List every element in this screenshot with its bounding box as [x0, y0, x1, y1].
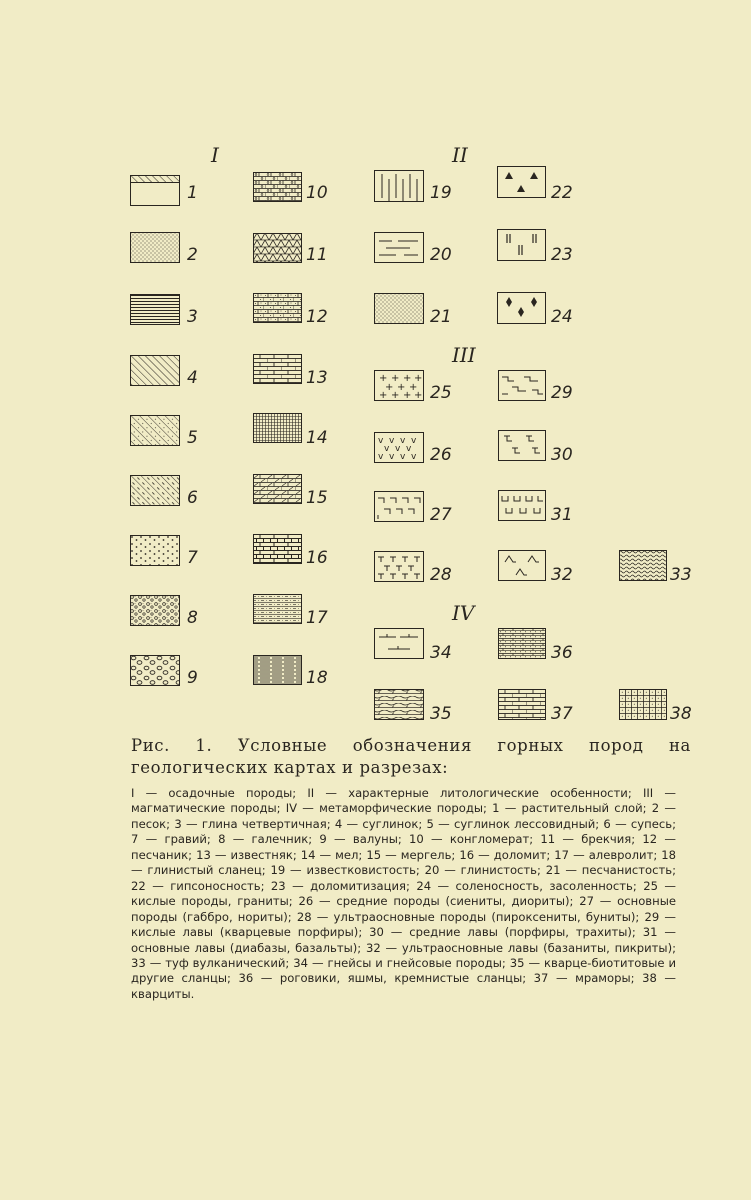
- group-label-iii: III: [452, 343, 476, 367]
- group-label-iv: IV: [452, 601, 475, 625]
- rock-symbol-16: [253, 534, 302, 564]
- rock-symbol-9: [130, 655, 180, 686]
- rock-number-15: 15: [306, 488, 328, 508]
- svg-text:v: v: [411, 452, 417, 462]
- svg-text:+: +: [414, 373, 423, 384]
- rock-symbol-3: [130, 294, 180, 325]
- svg-text:v: v: [378, 436, 384, 446]
- rock-number-23: 23: [551, 245, 573, 265]
- figure-caption-title: Рис. 1. Условные обозначения горных пород на геологических картах и разрезах:: [131, 736, 691, 777]
- rock-number-2: 2: [187, 245, 198, 265]
- rock-symbol-36: [498, 628, 546, 659]
- rock-symbol-8: [130, 595, 180, 626]
- rock-number-25: 25: [430, 383, 452, 403]
- rock-number-3: 3: [187, 307, 198, 327]
- rock-symbol-10: [253, 172, 302, 202]
- svg-text:+: +: [409, 382, 418, 393]
- rock-symbol-30: [498, 430, 546, 461]
- svg-text:+: +: [379, 373, 388, 384]
- svg-text:v: v: [400, 436, 406, 446]
- rock-number-19: 19: [430, 183, 452, 203]
- rock-symbol-15: [253, 474, 302, 504]
- rock-number-28: 28: [430, 565, 452, 585]
- svg-text:+: +: [403, 373, 412, 384]
- rock-symbol-24: [497, 292, 546, 324]
- rock-number-12: 12: [306, 307, 328, 327]
- rock-number-6: 6: [187, 488, 198, 508]
- rock-symbol-5: [130, 415, 180, 446]
- rock-symbol-1: [130, 175, 180, 206]
- svg-text:v: v: [389, 436, 395, 446]
- rock-symbol-23: [497, 229, 546, 261]
- rock-number-22: 22: [551, 183, 573, 203]
- rock-symbol-18: [253, 655, 302, 685]
- rock-number-10: 10: [306, 183, 328, 203]
- rock-number-5: 5: [187, 428, 198, 448]
- rock-symbol-19: [374, 170, 424, 202]
- rock-symbol-14: [253, 413, 302, 443]
- figure-legend-text: I — осадочные породы; II — характерные литологические особенности; III — магматические породы; IV — метаморфические породы; 1 — растительный слой; 2 — песок; 3 — глина четвертичная; 4 — суглинок; 5 — суглинок лессовидный; 6 — супесь; 7 — гравий; 8 — галечник; 9 — валуны; 10 — конгломерат; 11 — брекчия; 12 — песчаник; 13 — известняк; 14 — мел; 15 — мергель; 16 — доломит; 17 — алевролит; 18 — глинистый сланец; 19 — известковистость; 20 — глинистость; 21 — песчанистость; 22 — гипсоносность; 23 — доломитизация; 24 — соленосность, засоленность; 25 — кислые породы, граниты; 26 — средние породы (сиениты, диориты); 27 — основные породы (габбро, нориты); 28 — ультраосновные породы (пироксениты, буниты); 29 — кислые лавы (кварцевые порфиры); 30 — средние лавы (порфиры, трахиты); 31 — основные лавы (диабазы, базальты); 32 — ультраосновные лавы (базаниты, пикриты); 33 — туф вулканический; 34 — гнейсы и гнейсовые породы; 35 — кварце-биотитовые и другие сланцы; 36 — роговики, яшмы, кремнистые сланцы; 37 — мраморы; 38 — кварциты.: [131, 786, 676, 1001]
- rock-symbol-29: [498, 370, 546, 401]
- rock-symbol-26: [374, 432, 424, 463]
- rock-number-24: 24: [551, 307, 573, 327]
- group-label-i: I: [211, 143, 219, 167]
- rock-symbol-13: [253, 354, 302, 384]
- rock-symbol-22: [497, 166, 546, 198]
- svg-text:+: +: [385, 382, 394, 393]
- rock-symbol-11: [253, 233, 302, 263]
- rock-number-26: 26: [430, 445, 452, 465]
- rock-number-16: 16: [306, 548, 328, 568]
- rock-symbol-17: [253, 594, 302, 624]
- svg-text:v: v: [411, 436, 417, 446]
- rock-number-7: 7: [187, 548, 198, 568]
- rock-number-8: 8: [187, 608, 198, 628]
- rock-number-13: 13: [306, 368, 328, 388]
- rock-symbol-4: [130, 355, 180, 386]
- rock-number-18: 18: [306, 668, 328, 688]
- rock-number-38: 38: [670, 704, 692, 724]
- rock-symbol-6: [130, 475, 180, 506]
- svg-text:v: v: [384, 444, 390, 454]
- rock-number-9: 9: [187, 668, 198, 688]
- rock-number-31: 31: [551, 505, 573, 525]
- rock-symbol-7: [130, 535, 180, 566]
- rock-number-17: 17: [306, 608, 328, 628]
- rock-symbol-20: [374, 232, 424, 263]
- rock-number-36: 36: [551, 643, 573, 663]
- rock-number-32: 32: [551, 565, 573, 585]
- rock-symbol-12: [253, 293, 302, 323]
- rock-number-35: 35: [430, 704, 452, 724]
- rock-number-20: 20: [430, 245, 452, 265]
- rock-number-27: 27: [430, 505, 452, 525]
- svg-text:+: +: [397, 382, 406, 393]
- rock-symbol-37: [498, 689, 546, 720]
- rock-number-34: 34: [430, 643, 452, 663]
- rock-symbol-2: [130, 232, 180, 263]
- rock-number-14: 14: [306, 428, 328, 448]
- rock-symbol-33: [619, 550, 667, 581]
- svg-text:v: v: [406, 444, 412, 454]
- svg-text:v: v: [378, 452, 384, 462]
- rock-number-37: 37: [551, 704, 573, 724]
- rock-symbol-31: [498, 490, 546, 521]
- rock-symbol-34: [374, 628, 424, 659]
- svg-text:v: v: [395, 444, 401, 454]
- svg-text:+: +: [414, 390, 423, 401]
- rock-number-29: 29: [551, 383, 573, 403]
- rock-number-11: 11: [306, 245, 328, 265]
- svg-text:+: +: [391, 373, 400, 384]
- svg-text:+: +: [403, 390, 412, 401]
- rock-number-30: 30: [551, 445, 573, 465]
- svg-text:+: +: [391, 390, 400, 401]
- svg-text:v: v: [389, 452, 395, 462]
- group-label-ii: II: [452, 143, 468, 167]
- rock-symbol-27: [374, 491, 424, 522]
- svg-text:+: +: [379, 390, 388, 401]
- rock-symbol-35: [374, 689, 424, 720]
- rock-symbol-25: [374, 370, 424, 401]
- rock-number-1: 1: [187, 183, 198, 203]
- rock-number-21: 21: [430, 307, 452, 327]
- rock-number-33: 33: [670, 565, 692, 585]
- rock-symbol-38: [619, 689, 667, 720]
- rock-number-4: 4: [187, 368, 198, 388]
- rock-symbol-28: [374, 551, 424, 582]
- rock-symbol-21: [374, 293, 424, 324]
- rock-symbol-32: [498, 550, 546, 581]
- svg-text:v: v: [400, 452, 406, 462]
